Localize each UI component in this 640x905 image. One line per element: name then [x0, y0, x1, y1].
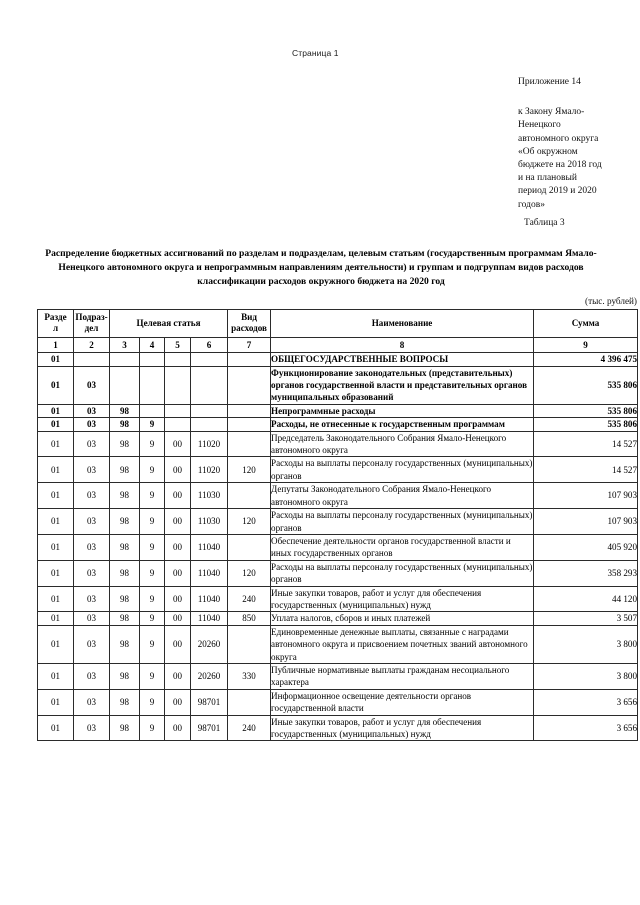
header-vid-line1: Вид [241, 312, 257, 322]
cell-summa: 107 903 [534, 509, 638, 535]
cell-naimenovanie: Иные закупки товаров, работ и услуг для обеспечения государственных (муниципальных) нужд [271, 715, 534, 741]
table-row [38, 612, 638, 625]
cell-ts4: 9 [140, 534, 165, 560]
table-row [38, 431, 638, 457]
page-title: Распределение бюджетных ассигнований по разделам и подразделам, целевым статьям (государственным программам Ямало-Ненецкого автономного округа и непрограммным направлениям деятельности) и группам и подгруппам видов расходов классификации расходов окружного бюджета на 2020 год [45, 248, 597, 288]
cell-ts6 [191, 353, 228, 366]
cell-naimenovanie: Иные закупки товаров, работ и услуг для обеспечения государственных (муниципальных) нужд [271, 586, 534, 612]
appendix-line: «Об окружном [518, 146, 578, 157]
cell-summa: 14 527 [534, 431, 638, 457]
cell-ts6: 11020 [191, 457, 228, 483]
cell-podrazdel: 03 [74, 431, 110, 457]
cell-ts6 [191, 366, 228, 404]
cell-naimenovanie: Расходы на выплаты персоналу государственных (муниципальных) органов [271, 510, 533, 533]
cell-razdel: 01 [38, 625, 74, 663]
cell-razdel: 01 [38, 418, 74, 431]
cell-ts5: 00 [165, 560, 191, 586]
table-row [38, 560, 638, 586]
header-razdel [38, 310, 74, 338]
cell-ts6: 11020 [191, 431, 228, 457]
cell-ts6: 98701 [191, 689, 228, 715]
table-row [38, 353, 638, 366]
table-row [38, 689, 638, 715]
cell-ts5: 00 [165, 715, 191, 741]
appendix-title: Приложение 14 [518, 77, 581, 87]
cell-naimenovanie: Расходы, не отнесенные к государственным программам [271, 418, 534, 431]
cell-podrazdel [74, 353, 110, 366]
cell-naimenovanie: Расходы на выплаты персоналу государственных (муниципальных) органов [271, 561, 533, 585]
units-note: (тыс. рублей) [585, 296, 637, 306]
cell-summa: 3 656 [534, 715, 638, 741]
cell-summa: 14 527 [534, 457, 638, 483]
cell-naimenovanie: Уплата налогов, сборов и иных платежей [271, 612, 534, 625]
cell-razdel: 01 [38, 509, 74, 535]
cell-ts5 [165, 404, 191, 417]
cell-vid: 850 [228, 612, 271, 625]
cell-ts3: 98 [110, 625, 140, 663]
cell-ts6: 20260 [191, 625, 228, 663]
cell-ts3: 98 [110, 534, 140, 560]
column-number-cell: 2 [74, 337, 110, 352]
cell-podrazdel: 03 [74, 715, 110, 741]
cell-ts3: 98 [110, 509, 140, 535]
cell-summa: 44 120 [534, 586, 638, 612]
cell-summa: 535 806 [534, 418, 638, 431]
cell-ts4: 9 [140, 625, 165, 663]
table-row [38, 404, 638, 417]
table-body [38, 353, 638, 741]
cell-ts5: 00 [165, 457, 191, 483]
column-number-cell: 4 [140, 337, 165, 352]
cell-vid [228, 418, 271, 431]
cell-vid [228, 366, 271, 404]
cell-ts3: 98 [110, 418, 140, 431]
column-number-cell: 1 [38, 337, 74, 352]
table-row [38, 586, 638, 612]
cell-summa: 535 806 [534, 366, 638, 404]
cell-summa: 3 656 [534, 689, 638, 715]
cell-ts3: 98 [110, 663, 140, 689]
cell-podrazdel: 03 [74, 689, 110, 715]
appendix-line: период 2019 и 2020 [518, 186, 597, 197]
cell-vid: 330 [228, 663, 271, 689]
cell-naimenovanie: ОБЩЕГОСУДАРСТВЕННЫЕ ВОПРОСЫ [271, 353, 534, 366]
cell-ts6 [191, 404, 228, 417]
cell-podrazdel: 03 [74, 509, 110, 535]
cell-podrazdel: 03 [74, 625, 110, 663]
cell-razdel: 01 [38, 586, 74, 612]
table-row [38, 366, 638, 404]
cell-podrazdel: 03 [74, 366, 110, 404]
cell-ts6: 11040 [191, 534, 228, 560]
appendix-law-reference [518, 106, 634, 212]
cell-razdel: 01 [38, 715, 74, 741]
cell-podrazdel: 03 [74, 404, 110, 417]
cell-razdel: 01 [38, 689, 74, 715]
cell-ts4: 9 [140, 483, 165, 509]
cell-ts4 [140, 353, 165, 366]
cell-ts3: 98 [110, 483, 140, 509]
table-row [38, 625, 638, 663]
cell-summa: 3 800 [534, 625, 638, 663]
header-podrazdel [74, 310, 110, 338]
cell-ts5: 00 [165, 586, 191, 612]
table-label: Таблица 3 [524, 218, 565, 228]
cell-podrazdel: 03 [74, 418, 110, 431]
cell-summa: 107 903 [534, 483, 638, 509]
cell-naimenovanie: Публичные нормативные выплаты гражданам несоциального характера [271, 663, 534, 689]
cell-ts3: 98 [110, 560, 140, 586]
cell-ts3: 98 [110, 457, 140, 483]
cell-summa: 4 396 475 [534, 353, 638, 366]
cell-podrazdel: 03 [74, 534, 110, 560]
cell-podrazdel: 03 [74, 560, 110, 586]
cell-ts6: 20260 [191, 663, 228, 689]
cell-summa: 358 293 [534, 560, 638, 586]
column-number-cell: 6 [191, 337, 228, 352]
cell-ts5: 00 [165, 612, 191, 625]
cell-ts3: 98 [110, 612, 140, 625]
cell-summa: 405 920 [534, 534, 638, 560]
cell-ts5: 00 [165, 483, 191, 509]
cell-ts3: 98 [110, 715, 140, 741]
cell-ts3: 98 [110, 586, 140, 612]
cell-summa: 3 800 [534, 663, 638, 689]
cell-ts6: 11040 [191, 560, 228, 586]
cell-naimenovanie: Обеспечение деятельности органов государственной власти и иных государственных органов [271, 534, 534, 560]
page-marker: Страница 1 [292, 48, 339, 58]
cell-ts5: 00 [165, 663, 191, 689]
cell-ts4: 9 [140, 560, 165, 586]
cell-ts5 [165, 353, 191, 366]
cell-vid [228, 625, 271, 663]
table-row [38, 418, 638, 431]
cell-ts4: 9 [140, 663, 165, 689]
header-summa: Сумма [534, 310, 638, 338]
header-row [38, 310, 638, 338]
cell-vid [228, 431, 271, 457]
cell-ts5: 00 [165, 509, 191, 535]
cell-ts4: 9 [140, 715, 165, 741]
cell-ts3: 98 [110, 689, 140, 715]
table-row [38, 483, 638, 509]
cell-vid [228, 404, 271, 417]
cell-ts3: 98 [110, 404, 140, 417]
cell-podrazdel: 03 [74, 586, 110, 612]
cell-razdel: 01 [38, 560, 74, 586]
table-head [38, 310, 638, 353]
header-celevaya-statya: Целевая статья [110, 310, 228, 338]
cell-vid [228, 534, 271, 560]
header-razdel-line2: л [52, 323, 59, 334]
cell-naimenovanie: Председатель Законодательного Собрания Ямало-Ненецкого автономного округа [271, 431, 534, 457]
appendix-line: и на плановый [518, 173, 577, 184]
cell-ts3 [110, 366, 140, 404]
cell-ts4: 9 [140, 689, 165, 715]
cell-podrazdel: 03 [74, 457, 110, 483]
column-number-row [38, 337, 638, 352]
table-row [38, 663, 638, 689]
appendix-line: годов» [518, 199, 545, 210]
header-vid-line2: расходов [231, 323, 267, 334]
cell-razdel: 01 [38, 353, 74, 366]
cell-ts4 [140, 366, 165, 404]
cell-podrazdel: 03 [74, 612, 110, 625]
column-number-cell: 5 [165, 337, 191, 352]
cell-ts4 [140, 404, 165, 417]
table-row [38, 715, 638, 741]
cell-ts4: 9 [140, 457, 165, 483]
cell-vid [228, 689, 271, 715]
cell-razdel: 01 [38, 663, 74, 689]
cell-ts6 [191, 418, 228, 431]
cell-vid: 120 [228, 560, 271, 586]
appendix-line: автономного округа [518, 133, 599, 144]
cell-razdel: 01 [38, 612, 74, 625]
cell-vid: 240 [228, 586, 271, 612]
cell-razdel: 01 [38, 534, 74, 560]
table-row [38, 509, 638, 535]
cell-ts4: 9 [140, 509, 165, 535]
cell-ts5 [165, 418, 191, 431]
header-podrazdel-line2: дел [84, 323, 99, 334]
cell-ts4: 9 [140, 431, 165, 457]
cell-ts6: 11030 [191, 483, 228, 509]
cell-vid: 120 [228, 509, 271, 535]
header-vid-rashodov [228, 310, 271, 338]
cell-ts6: 11040 [191, 612, 228, 625]
cell-ts3: 98 [110, 431, 140, 457]
cell-vid [228, 353, 271, 366]
cell-razdel: 01 [38, 483, 74, 509]
cell-ts5: 00 [165, 431, 191, 457]
cell-ts6: 98701 [191, 715, 228, 741]
header-naimenovanie: Наименование [271, 310, 534, 338]
cell-summa: 535 806 [534, 404, 638, 417]
cell-ts5: 00 [165, 689, 191, 715]
table-row [38, 457, 638, 483]
cell-vid: 240 [228, 715, 271, 741]
column-number-cell: 8 [271, 337, 534, 352]
column-number-cell: 7 [228, 337, 271, 352]
header-razdel-line1: Разде [44, 312, 67, 322]
cell-ts5 [165, 366, 191, 404]
cell-ts5: 00 [165, 625, 191, 663]
column-number-cell: 3 [110, 337, 140, 352]
cell-razdel: 01 [38, 366, 74, 404]
cell-ts5: 00 [165, 534, 191, 560]
cell-razdel: 01 [38, 457, 74, 483]
cell-vid: 120 [228, 457, 271, 483]
cell-ts4: 9 [140, 612, 165, 625]
table-row [38, 534, 638, 560]
column-number-cell: 9 [534, 337, 638, 352]
cell-ts4: 9 [140, 418, 165, 431]
cell-podrazdel: 03 [74, 663, 110, 689]
budget-allocation-table [37, 309, 638, 741]
cell-summa: 3 507 [534, 612, 638, 625]
cell-podrazdel: 03 [74, 483, 110, 509]
cell-naimenovanie: Информационное освещение деятельности органов государственной власти [271, 689, 534, 715]
cell-naimenovanie: Расходы на выплаты персоналу государственных (муниципальных) органов [271, 458, 533, 481]
cell-naimenovanie: Депутаты Законодательного Собрания Ямало-Ненецкого автономного округа [271, 483, 534, 509]
cell-ts6: 11030 [191, 509, 228, 535]
cell-vid [228, 483, 271, 509]
cell-naimenovanie: Единовременные денежные выплаты, связанные с наградами автономного округа и присвоением почетных званий автономного округа [271, 625, 534, 663]
appendix-line: бюджете на 2018 год [518, 160, 602, 171]
cell-razdel: 01 [38, 404, 74, 417]
cell-naimenovanie: Функционирование законодательных (представительных) органов государственной власти и представительных органов муниципальных образований [271, 366, 534, 404]
cell-ts6: 11040 [191, 586, 228, 612]
appendix-reference-block [518, 76, 634, 212]
appendix-line: Ненецкого [518, 120, 561, 131]
cell-razdel: 01 [38, 431, 74, 457]
cell-ts3 [110, 353, 140, 366]
cell-ts4: 9 [140, 586, 165, 612]
cell-naimenovanie: Непрограммные расходы [271, 404, 534, 417]
appendix-line: к Закону Ямало- [518, 107, 585, 118]
header-podrazdel-line1: Подраз- [75, 312, 108, 322]
